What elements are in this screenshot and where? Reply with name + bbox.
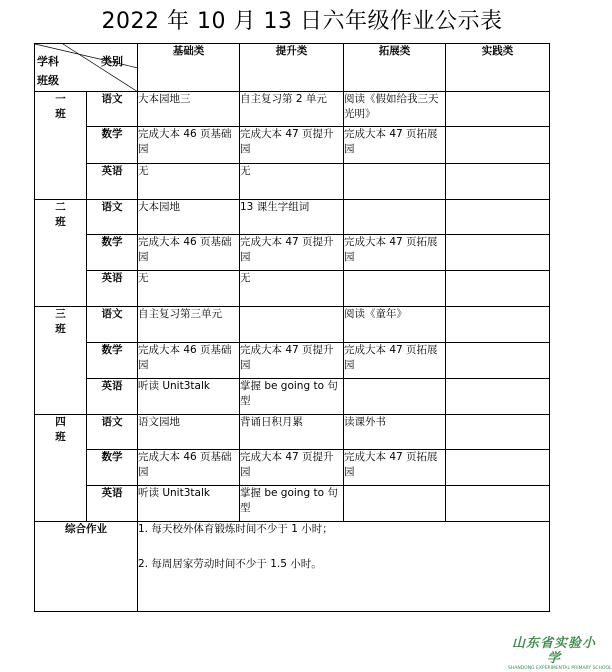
class-label-line1: 四 — [55, 415, 66, 428]
cell-advanced: 完成大本 47 页提升园 — [240, 450, 344, 486]
table-row — [35, 127, 550, 163]
cell-basic: 听读 Unit3talk — [138, 486, 240, 522]
cell-practice — [446, 92, 550, 127]
class-label — [35, 307, 87, 415]
cell-advanced: 背诵日积月累 — [240, 414, 344, 449]
cell-extended: 阅读《假如给我三天光明》 — [344, 92, 446, 127]
class-label — [35, 414, 87, 522]
cell-extended — [344, 271, 446, 307]
combined-content — [138, 522, 550, 612]
cell-practice — [446, 127, 550, 163]
table-row — [35, 307, 550, 342]
cell-advanced: 13 课生字组词 — [240, 199, 344, 234]
school-logo-name: 山东省实验小学 — [511, 636, 596, 666]
combined-row — [35, 522, 550, 612]
table-row — [35, 199, 550, 234]
cell-basic: 完成大本 46 页基础园 — [138, 234, 240, 270]
subject-label: 数学 — [87, 127, 138, 163]
cell-advanced: 自主复习第 2 单元 — [240, 92, 344, 127]
cell-basic: 听读 Unit3talk — [138, 378, 240, 414]
table-row — [35, 271, 550, 307]
class-label-line2: 班 — [55, 215, 66, 228]
class-label-line1: 一 — [55, 93, 66, 106]
class-label-line1: 二 — [55, 200, 66, 213]
subject-label: 语文 — [87, 199, 138, 234]
cell-basic: 大本园地三 — [138, 92, 240, 127]
cell-advanced: 无 — [240, 163, 344, 199]
cell-advanced: 完成大本 47 页提升园 — [240, 127, 344, 163]
table-row — [35, 486, 550, 522]
class-label-line2: 班 — [55, 323, 66, 336]
cell-extended: 完成大本 47 页拓展园 — [344, 342, 446, 378]
cell-practice — [446, 378, 550, 414]
corner-type-label: 类别 — [101, 55, 123, 68]
header-extended: 拓展类 — [344, 44, 446, 92]
corner-class-label: 班级 — [37, 74, 59, 87]
subject-label: 英语 — [87, 271, 138, 307]
cell-practice — [446, 342, 550, 378]
table-row — [35, 92, 550, 127]
cell-practice — [446, 163, 550, 199]
subject-label: 数学 — [87, 342, 138, 378]
cell-practice — [446, 199, 550, 234]
cell-practice — [446, 450, 550, 486]
cell-practice — [446, 271, 550, 307]
cell-advanced: 掌握 be going to 句型 — [240, 486, 344, 522]
subject-label: 语文 — [87, 307, 138, 342]
table-row — [35, 450, 550, 486]
cell-advanced: 无 — [240, 271, 344, 307]
class-label-line2: 班 — [55, 108, 66, 121]
table-row — [35, 234, 550, 270]
cell-practice — [446, 486, 550, 522]
subject-label: 语文 — [87, 414, 138, 449]
cell-extended — [344, 199, 446, 234]
cell-extended: 完成大本 47 页拓展园 — [344, 450, 446, 486]
school-logo — [508, 636, 612, 671]
cell-basic: 完成大本 46 页基础园 — [138, 450, 240, 486]
header-basic: 基础类 — [138, 44, 240, 92]
cell-extended: 读课外书 — [344, 414, 446, 449]
cell-practice — [446, 234, 550, 270]
table-row — [35, 342, 550, 378]
cell-practice — [446, 307, 550, 342]
cell-advanced: 完成大本 47 页提升园 — [240, 234, 344, 270]
table-row — [35, 378, 550, 414]
cell-extended: 阅读《童年》 — [344, 307, 446, 342]
subject-label: 英语 — [87, 378, 138, 414]
cell-practice — [446, 414, 550, 449]
header-advanced: 提升类 — [240, 44, 344, 92]
subject-label: 英语 — [87, 163, 138, 199]
cell-extended: 完成大本 47 页拓展园 — [344, 234, 446, 270]
subject-label: 数学 — [87, 450, 138, 486]
class-label — [35, 92, 87, 200]
combined-label: 综合作业 — [35, 522, 138, 612]
subject-label: 数学 — [87, 234, 138, 270]
table-row — [35, 163, 550, 199]
cell-advanced: 掌握 be going to 句型 — [240, 378, 344, 414]
combined-line1: 1. 每天校外体育锻炼时间不少于 1 小时； — [138, 523, 333, 536]
corner-cell — [35, 44, 138, 92]
header-practice: 实践类 — [446, 44, 550, 92]
class-label-line2: 班 — [55, 430, 66, 443]
corner-subject-label: 学科 — [37, 55, 59, 68]
subject-label: 英语 — [87, 486, 138, 522]
subject-label: 语文 — [87, 92, 138, 127]
cell-extended — [344, 378, 446, 414]
class-label — [35, 199, 87, 307]
combined-line2: 2. 每周居家劳动时间不少于 1.5 小时。 — [138, 558, 322, 571]
table-row — [35, 414, 550, 449]
class-label-line1: 三 — [55, 308, 66, 321]
cell-basic: 完成大本 46 页基础园 — [138, 342, 240, 378]
cell-extended: 完成大本 47 页拓展园 — [344, 127, 446, 163]
school-logo-subtitle: SHANDONG EXPERIMENTAL PRIMARY SCHOOL — [508, 666, 612, 671]
cell-basic: 自主复习第三单元 — [138, 307, 240, 342]
header-row — [35, 44, 550, 92]
cell-advanced — [240, 307, 344, 342]
cell-basic: 大本园地 — [138, 199, 240, 234]
cell-extended — [344, 163, 446, 199]
cell-basic: 无 — [138, 163, 240, 199]
cell-basic: 完成大本 46 页基础园 — [138, 127, 240, 163]
homework-table — [34, 43, 550, 612]
cell-basic: 无 — [138, 271, 240, 307]
cell-extended — [344, 486, 446, 522]
cell-advanced: 完成大本 47 页提升园 — [240, 342, 344, 378]
cell-basic: 语文园地 — [138, 414, 240, 449]
page-title: 2022 年 10 月 13 日六年级作业公示表 — [101, 9, 503, 34]
